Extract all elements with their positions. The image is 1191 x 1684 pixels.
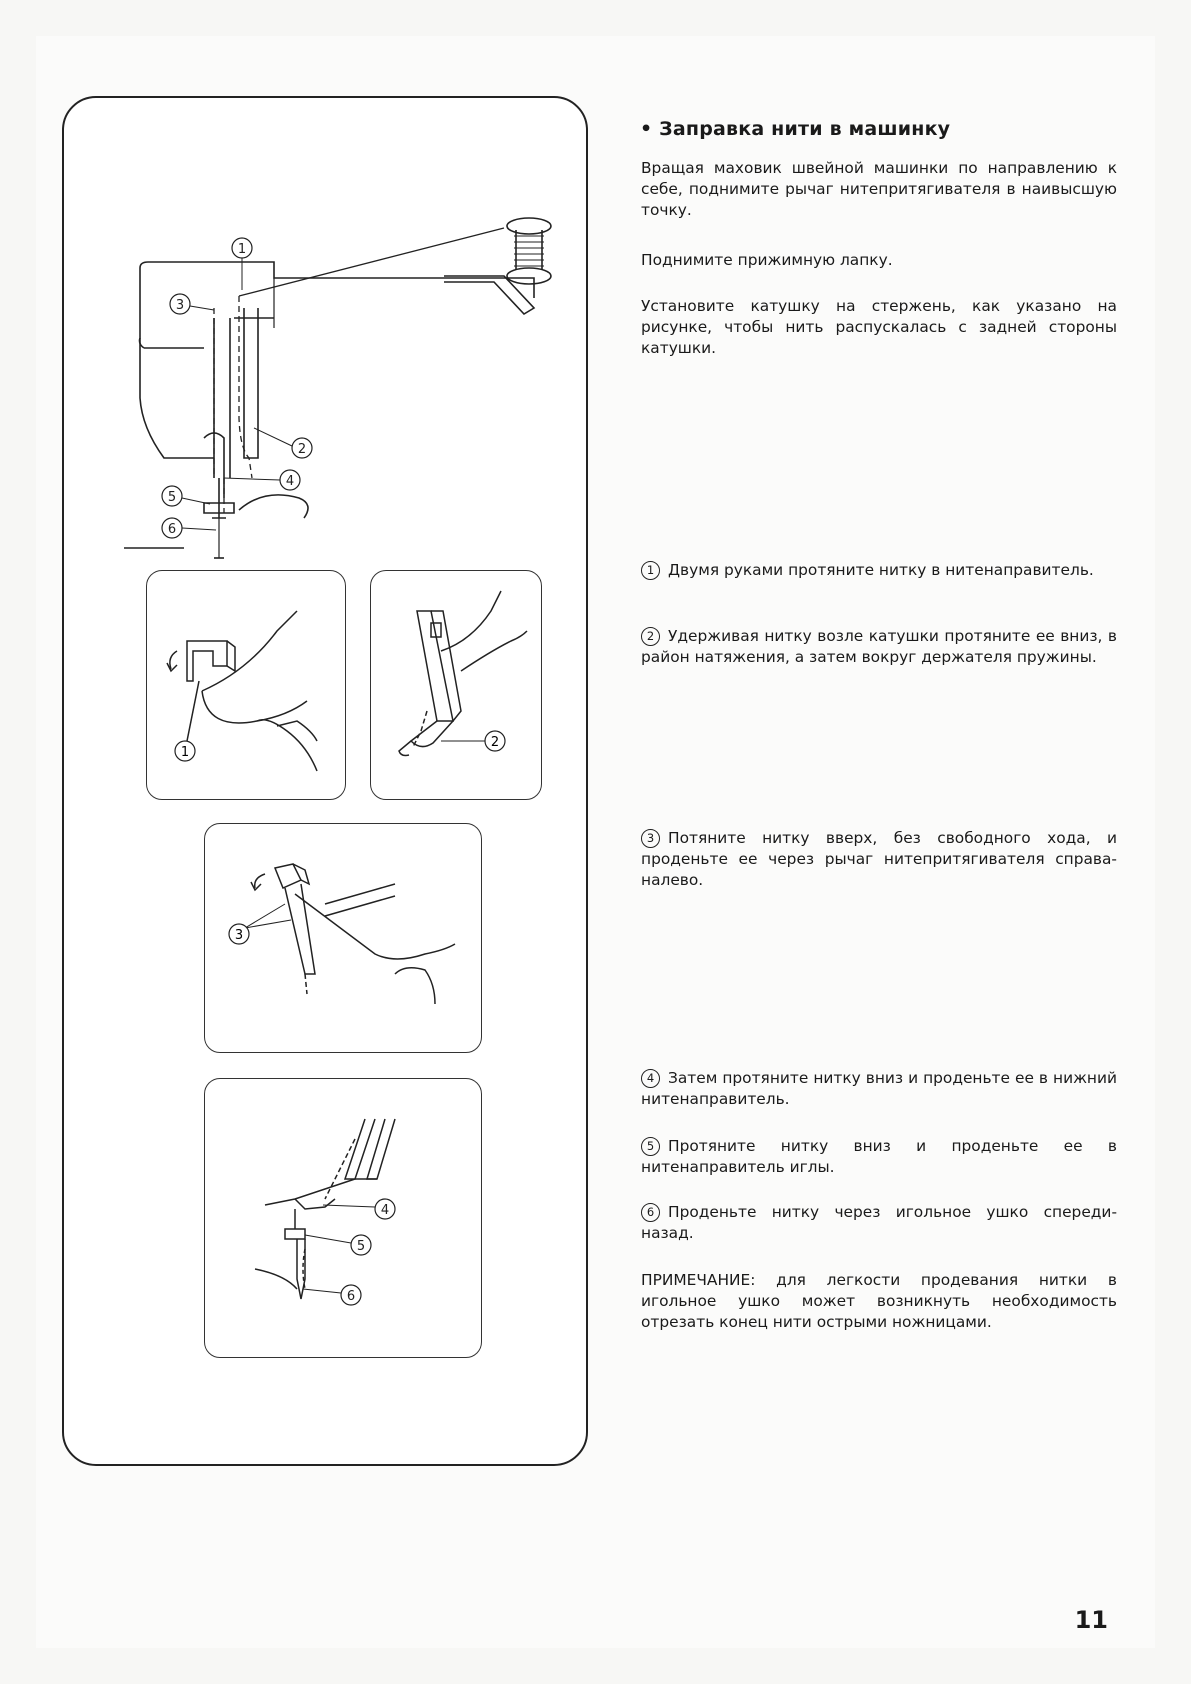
step-number: 1 (641, 561, 660, 580)
step-5 (641, 1136, 1117, 1178)
machine-threading-diagram (64, 158, 590, 578)
intro-paragraph-3: Установите катушку на стержень, как указано на рисунке, чтобы нить распускалась с задней стороны катушки. (641, 297, 1117, 357)
steps-4-6-illustration (205, 1079, 482, 1358)
step-1 (641, 560, 1117, 581)
callout-4: 4 (380, 1203, 390, 1218)
intro-paragraph-1: Вращая маховик швейной машинки по направлению к себе, поднимите рычаг нитепритягивателя в наивысшую точку. (641, 159, 1117, 219)
step-3 (641, 828, 1117, 891)
callout-6: 6 (346, 1289, 356, 1304)
callout-2: 2 (490, 735, 500, 750)
step-number: 2 (641, 627, 660, 646)
step-number: 5 (641, 1137, 660, 1156)
callout-3: 3 (234, 928, 244, 943)
step-2 (641, 626, 1117, 668)
callout-5: 5 (167, 490, 177, 505)
panel-step-3 (204, 823, 482, 1053)
illustration-frame (62, 96, 588, 1466)
callout-6: 6 (167, 522, 177, 537)
note-paragraph: ПРИМЕЧАНИЕ: для легкости продевания нитки в игольное ушко может возникнуть необходимость отрезать конец нити острыми ножницами. (641, 1271, 1117, 1331)
step-number: 3 (641, 829, 660, 848)
callout-5: 5 (356, 1239, 366, 1254)
step-4 (641, 1068, 1117, 1110)
panel-steps-4-6 (204, 1078, 482, 1358)
step-text: Потяните нитку вверх, без свободного хода, и проденьте ее через рычаг нитепритягивателя справа-налево. (641, 829, 1117, 889)
step-2-illustration (371, 571, 542, 800)
panel-step-2 (370, 570, 542, 800)
step-text: Проденьте нитку через игольное ушко спереди-назад. (641, 1203, 1117, 1242)
callout-1: 1 (180, 745, 190, 760)
intro-paragraph-2: Поднимите прижимную лапку. (641, 251, 893, 269)
callout-3: 3 (175, 298, 185, 313)
step-text: Протяните нитку вниз и проденьте ее в нитенаправитель иглы. (641, 1137, 1117, 1176)
section-title: • Заправка нити в машинку (640, 118, 951, 140)
step-1-illustration (147, 571, 346, 800)
step-6 (641, 1202, 1117, 1244)
callout-2: 2 (297, 442, 307, 457)
step-text: Удерживая нитку возле катушки протяните ее вниз, в район натяжения, а затем вокруг держателя пружины. (641, 627, 1117, 666)
step-text: Затем протяните нитку вниз и проденьте ее в нижний нитенаправитель. (641, 1069, 1117, 1108)
page-number: 11 (1074, 1606, 1108, 1634)
step-3-illustration (205, 824, 482, 1053)
callout-1: 1 (237, 242, 247, 257)
panel-step-1 (146, 570, 346, 800)
step-number: 4 (641, 1069, 660, 1088)
callout-4: 4 (285, 474, 295, 489)
step-text: Двумя руками протяните нитку в нитенаправитель. (668, 561, 1094, 579)
step-number: 6 (641, 1203, 660, 1222)
